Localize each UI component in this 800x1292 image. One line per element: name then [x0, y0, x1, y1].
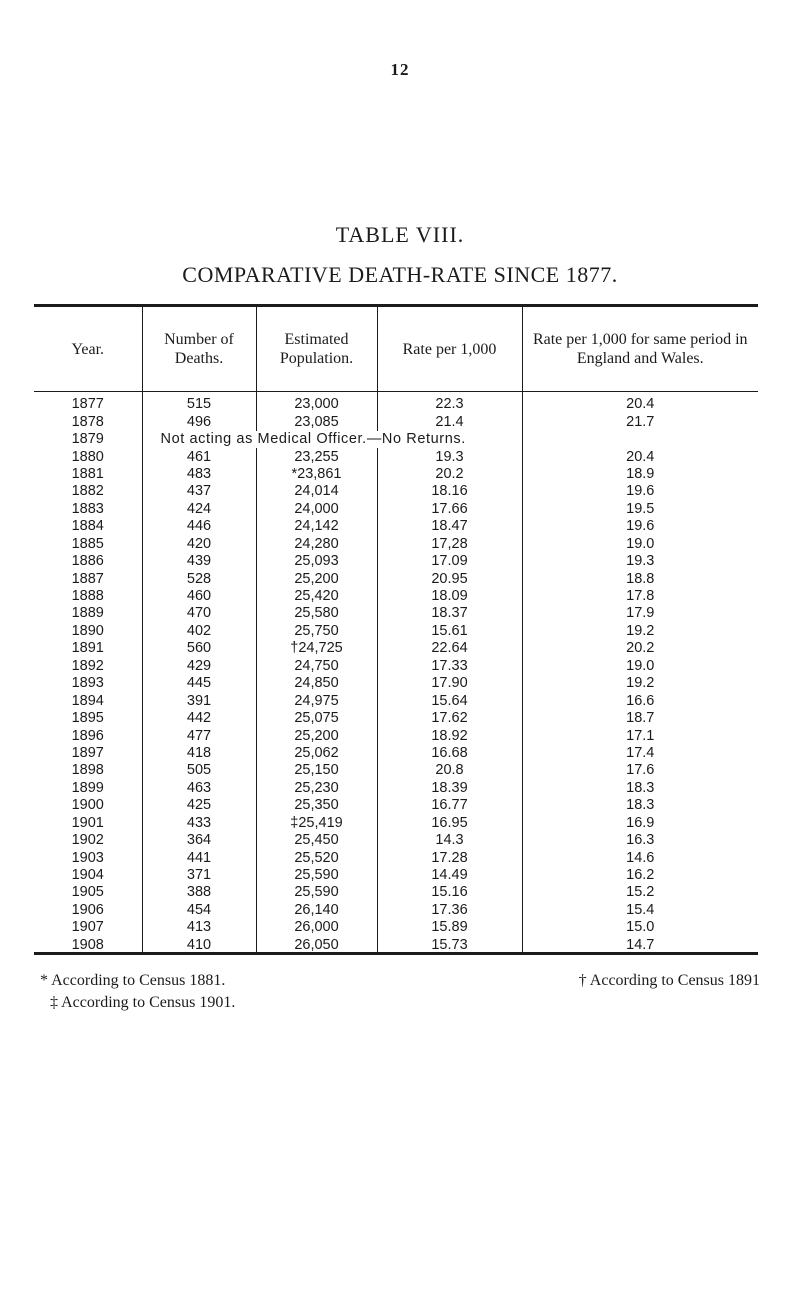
cell-deaths: 445 [142, 675, 256, 692]
cell-england-wales-rate: 19.2 [522, 675, 758, 692]
cell-rate: 15.61 [377, 623, 522, 640]
table-row [34, 867, 758, 884]
table-row [34, 815, 758, 832]
cell-england-wales-rate: 20.4 [522, 448, 758, 465]
table-row [34, 884, 758, 901]
table-row [34, 692, 758, 709]
table-row [34, 483, 758, 500]
cell-rate: 18.16 [377, 483, 522, 500]
cell-england-wales-rate: 17.9 [522, 605, 758, 622]
table-row [34, 762, 758, 779]
cell-rate: 18.37 [377, 605, 522, 622]
footnotes [40, 970, 760, 1014]
cell-england-wales-rate: 16.2 [522, 867, 758, 884]
cell-population: 25,350 [256, 797, 377, 814]
cell-deaths: 446 [142, 518, 256, 535]
cell-year: 1895 [71, 710, 104, 727]
cell-england-wales-rate: 19.6 [522, 518, 758, 535]
cell-population: 25,200 [256, 727, 377, 744]
cell-year: 1907 [71, 919, 104, 936]
table-row [34, 431, 758, 448]
cell-year: 1888 [71, 588, 104, 605]
cell-year: 1880 [71, 448, 104, 465]
header-rate: Rate per 1,000 [377, 307, 522, 392]
cell-year: 1899 [71, 779, 104, 796]
cell-deaths: 560 [142, 640, 256, 657]
death-rate-table [34, 307, 758, 954]
cell-england-wales-rate: 15.2 [522, 884, 758, 901]
cell-population: 25,150 [256, 762, 377, 779]
cell-year: 1884 [71, 518, 104, 535]
cell-population: 23,000 [256, 392, 377, 414]
cell-population: 25,590 [256, 884, 377, 901]
cell-population: †24,725 [256, 640, 377, 657]
cell-rate: 15.16 [377, 884, 522, 901]
cell-year: 1904 [71, 867, 104, 884]
cell-year: 1896 [71, 727, 104, 744]
cell-rate: 18.39 [377, 780, 522, 797]
cell-year: 1878 [71, 413, 104, 430]
cell-rate: 20.2 [377, 466, 522, 483]
footnote-census-1891: † According to Census 1891 [578, 972, 760, 989]
table-row [34, 745, 758, 762]
table-row [34, 392, 758, 414]
table-row [34, 605, 758, 622]
cell-rate: 18.09 [377, 588, 522, 605]
cell-population: 25,590 [256, 867, 377, 884]
cell-rate: 15.73 [377, 937, 522, 954]
table-row [34, 727, 758, 744]
cell-year: 1900 [71, 797, 104, 814]
cell-deaths: 477 [142, 727, 256, 744]
cell-population: 24,142 [256, 518, 377, 535]
cell-england-wales-rate: 18.3 [522, 780, 758, 797]
table-row [34, 832, 758, 849]
cell-deaths: 410 [142, 937, 256, 954]
cell-rate: 14.49 [377, 867, 522, 884]
cell-england-wales-rate: 17.4 [522, 745, 758, 762]
cell-england-wales-rate: 18.9 [522, 466, 758, 483]
cell-population: 24,280 [256, 536, 377, 553]
cell-deaths: 460 [142, 588, 256, 605]
cell-england-wales-rate: 15.4 [522, 902, 758, 919]
cell-england-wales-rate: 19.5 [522, 501, 758, 518]
page-number: 12 [390, 60, 410, 79]
cell-year: 1906 [71, 901, 104, 918]
cell-england-wales-rate: 18.7 [522, 710, 758, 727]
cell-deaths: 496 [142, 413, 256, 430]
no-returns-note: Not acting as Medical Officer.—No Returns. [160, 430, 466, 447]
cell-rate: 16.68 [377, 745, 522, 762]
cell-deaths [142, 430, 466, 448]
cell-population: 25,062 [256, 745, 377, 762]
table-body [34, 392, 758, 955]
table-row [34, 937, 758, 954]
table-row [34, 658, 758, 675]
table-row [34, 501, 758, 518]
table-row [34, 675, 758, 692]
cell-england-wales-rate: 19.6 [522, 483, 758, 500]
cell-year: 1883 [71, 500, 104, 517]
cell-deaths: 528 [142, 570, 256, 587]
table-title: TABLE VIII. [335, 222, 465, 247]
table-row [34, 588, 758, 605]
table-row [34, 553, 758, 570]
cell-england-wales-rate: 18.3 [522, 797, 758, 814]
header-deaths: Number of Deaths. [142, 307, 256, 392]
table-row [34, 919, 758, 936]
cell-rate: 17.66 [377, 501, 522, 518]
cell-rate: 18.47 [377, 518, 522, 535]
cell-rate: 22.3 [377, 392, 522, 414]
cell-year: 1908 [71, 936, 104, 953]
header-row [34, 307, 758, 392]
cell-rate: 20.8 [377, 762, 522, 779]
cell-rate: 17.90 [377, 675, 522, 692]
cell-year: 1877 [71, 396, 104, 413]
cell-deaths: 454 [142, 902, 256, 919]
cell-rate: 14.3 [377, 832, 522, 849]
cell-england-wales-rate: 16.6 [522, 692, 758, 709]
cell-rate: 22.64 [377, 640, 522, 657]
cell-population: 26,050 [256, 937, 377, 954]
cell-year: 1885 [71, 535, 104, 552]
header-year: Year. [34, 307, 142, 392]
table-row [34, 710, 758, 727]
cell-deaths: 463 [142, 780, 256, 797]
cell-rate [377, 431, 522, 448]
table-row [34, 413, 758, 430]
cell-year: 1889 [71, 605, 104, 622]
cell-deaths: 424 [142, 501, 256, 518]
cell-england-wales-rate: 15.0 [522, 919, 758, 936]
cell-year: 1903 [71, 849, 104, 866]
cell-england-wales-rate: 14.6 [522, 849, 758, 866]
cell-population [256, 431, 377, 448]
cell-deaths: 413 [142, 919, 256, 936]
cell-deaths: 483 [142, 466, 256, 483]
cell-deaths: 441 [142, 849, 256, 866]
cell-deaths: 371 [142, 867, 256, 884]
cell-population: 26,000 [256, 919, 377, 936]
cell-deaths: 425 [142, 797, 256, 814]
cell-rate: 15.89 [377, 919, 522, 936]
cell-england-wales-rate: 19.0 [522, 658, 758, 675]
table-row [34, 640, 758, 657]
header-population: Estimated Population. [256, 307, 377, 392]
cell-population: 23,085 [256, 413, 377, 430]
cell-year: 1890 [71, 622, 104, 639]
cell-rate: 17,28 [377, 536, 522, 553]
cell-deaths: 420 [142, 536, 256, 553]
cell-rate: 17.09 [377, 553, 522, 570]
cell-rate: 18.92 [377, 727, 522, 744]
cell-england-wales-rate: 17.8 [522, 588, 758, 605]
cell-population: 23,255 [256, 448, 377, 465]
cell-england-wales-rate: 18.8 [522, 570, 758, 587]
cell-england-wales-rate: 14.7 [522, 937, 758, 954]
cell-deaths: 470 [142, 605, 256, 622]
cell-year: 1902 [71, 832, 104, 849]
table-row [34, 623, 758, 640]
cell-year: 1901 [71, 814, 104, 831]
cell-deaths: 433 [142, 815, 256, 832]
cell-rate: 16.77 [377, 797, 522, 814]
cell-england-wales-rate: 17.1 [522, 727, 758, 744]
table-row [34, 518, 758, 535]
cell-england-wales-rate: 19.3 [522, 553, 758, 570]
cell-population: 25,750 [256, 623, 377, 640]
cell-england-wales-rate: 20.2 [522, 640, 758, 657]
table-row [34, 780, 758, 797]
cell-rate: 17.28 [377, 849, 522, 866]
cell-deaths: 515 [142, 392, 256, 414]
cell-population: 25,450 [256, 832, 377, 849]
cell-deaths: 402 [142, 623, 256, 640]
cell-deaths: 461 [142, 448, 256, 465]
cell-population: 24,000 [256, 501, 377, 518]
cell-year: 1891 [71, 640, 104, 657]
cell-england-wales-rate: 16.9 [522, 815, 758, 832]
cell-year: 1894 [71, 692, 104, 709]
cell-population: 24,014 [256, 483, 377, 500]
table-row [34, 536, 758, 553]
cell-deaths: 442 [142, 710, 256, 727]
cell-year: 1897 [71, 744, 104, 761]
cell-population: 25,230 [256, 780, 377, 797]
cell-deaths: 437 [142, 483, 256, 500]
table-row [34, 797, 758, 814]
cell-population: 24,750 [256, 658, 377, 675]
cell-population: 25,093 [256, 553, 377, 570]
cell-england-wales-rate: 19.0 [522, 536, 758, 553]
footnote-census-1901: ‡ According to Census 1901. [50, 994, 236, 1011]
cell-deaths: 364 [142, 832, 256, 849]
cell-year: 1886 [71, 553, 104, 570]
table-row [34, 466, 758, 483]
cell-year: 1881 [71, 465, 104, 482]
cell-population: 26,140 [256, 902, 377, 919]
cell-england-wales-rate [522, 431, 758, 448]
cell-population: 25,580 [256, 605, 377, 622]
cell-population: 24,975 [256, 692, 377, 709]
cell-rate: 19.3 [377, 448, 522, 465]
cell-year: 1879 [71, 431, 104, 448]
table-row [34, 849, 758, 866]
cell-population: 25,075 [256, 710, 377, 727]
cell-population: 25,200 [256, 570, 377, 587]
cell-rate: 16.95 [377, 815, 522, 832]
table-row [34, 448, 758, 465]
cell-rate: 17.36 [377, 902, 522, 919]
cell-england-wales-rate: 20.4 [522, 392, 758, 414]
cell-year: 1898 [71, 762, 104, 779]
cell-rate: 17.62 [377, 710, 522, 727]
cell-population: 25,520 [256, 849, 377, 866]
cell-population: *23,861 [256, 466, 377, 483]
death-rate-table-container [34, 304, 758, 955]
cell-year: 1893 [71, 675, 104, 692]
cell-deaths: 505 [142, 762, 256, 779]
cell-year: 1892 [71, 657, 104, 674]
cell-rate: 15.64 [377, 692, 522, 709]
cell-deaths: 429 [142, 658, 256, 675]
cell-england-wales-rate: 17.6 [522, 762, 758, 779]
cell-rate: 20.95 [377, 570, 522, 587]
header-england-wales-rate: Rate per 1,000 for same period in England and Wales. [522, 307, 758, 392]
table-subtitle: COMPARATIVE DEATH-RATE SINCE 1877. [182, 262, 618, 287]
cell-england-wales-rate: 16.3 [522, 832, 758, 849]
cell-population: 24,850 [256, 675, 377, 692]
cell-deaths: 391 [142, 692, 256, 709]
cell-deaths: 388 [142, 884, 256, 901]
cell-population: ‡25,419 [256, 815, 377, 832]
cell-year: 1905 [71, 884, 104, 901]
cell-deaths: 439 [142, 553, 256, 570]
cell-england-wales-rate: 19.2 [522, 623, 758, 640]
cell-year: 1882 [71, 483, 104, 500]
cell-deaths: 418 [142, 745, 256, 762]
cell-population: 25,420 [256, 588, 377, 605]
footnote-census-1881: * According to Census 1881. [40, 972, 226, 989]
cell-rate: 17.33 [377, 658, 522, 675]
table-row [34, 902, 758, 919]
cell-year: 1887 [71, 570, 104, 587]
cell-england-wales-rate: 21.7 [522, 413, 758, 430]
table-row [34, 570, 758, 587]
cell-rate: 21.4 [377, 413, 522, 430]
